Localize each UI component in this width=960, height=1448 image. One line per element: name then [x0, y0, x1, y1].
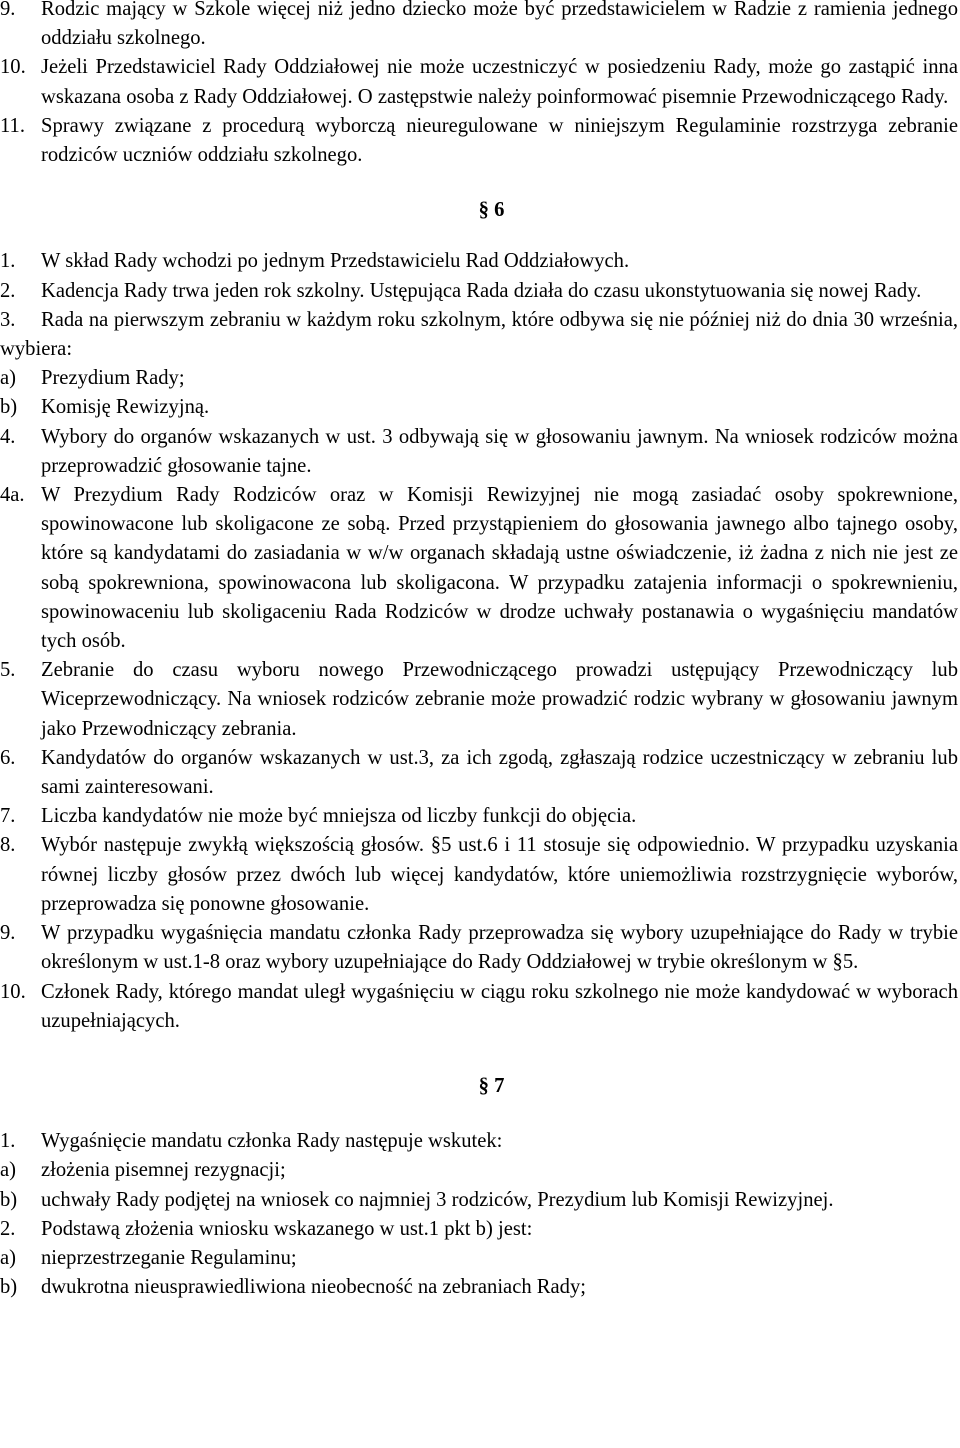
list-item: [0, 481, 958, 656]
list-item: [0, 919, 958, 977]
item-text: Sprawy związane z procedurą wyborczą nieuregulowane w niniejszym Regulaminie rozstrzyga zebranie rodziców uczniów oddziału szkolnego.: [41, 114, 958, 167]
item-text: Kadencja Rady trwa jeden rok szkolny. Ustępująca Rada działa do czasu ukonstytuowania się nowej Rady.: [41, 279, 922, 302]
item-text: Rodzic mający w Szkole więcej niż jedno dziecko może być przedstawicielem w Radzie z ramienia jednego oddziału szkolnego.: [41, 0, 958, 50]
item-text: Podstawą złożenia wniosku wskazanego w ust.1 pkt b) jest:: [41, 1217, 533, 1240]
item-number: 4a.: [0, 484, 25, 507]
item-text: Członek Rady, którego mandat uległ wygaśnięciu w ciągu roku szkolnego nie może kandydować w wyborach uzupełniających.: [41, 980, 958, 1032]
list-item: [0, 1215, 958, 1244]
item-text: uchwały Rady podjętej na wniosek co najmniej 3 rodziców, Prezydium lub Komisji Rewizyjnej.: [41, 1188, 834, 1211]
item-text: Kandydatów do organów wskazanych w ust.3, za ich zgodą, zgłaszają rodzice uczestniczący w zebraniu lub sami zainteresowani.: [41, 746, 958, 799]
item-number: 2.: [0, 1217, 16, 1240]
list-item: [0, 1244, 958, 1273]
item-number: 11.: [0, 114, 25, 137]
item-text: Wybory do organów wskazanych w ust. 3 odbywają się w głosowaniu jawnym. Na wniosek rodziców można przeprowadzić głosowanie tajne.: [41, 425, 958, 477]
list-item: [0, 423, 958, 481]
list-item: [0, 656, 958, 744]
item-letter: b): [0, 396, 18, 419]
section-heading: § 7: [478, 1074, 505, 1097]
item-number: 1.: [0, 250, 16, 273]
list-item: [0, 1186, 958, 1215]
item-text: W skład Rady wchodzi po jednym Przedstawicielu Rad Oddziałowych.: [41, 250, 630, 273]
item-text: W przypadku wygaśnięcia mandatu członka Rady przeprowadza się wybory uzupełniające do Rady w trybie określonym w ust.1-8 oraz wybory uzupełniające do Rady Oddziałowej w trybie określonym w §5.: [41, 922, 958, 974]
item-text: nieprzestrzeganie Regulaminu;: [41, 1246, 297, 1269]
list-item: [0, 112, 958, 170]
item-number: 9.: [0, 0, 16, 20]
section-heading: § 6: [478, 199, 505, 222]
item-number: 4.: [0, 425, 16, 448]
item-text: Wybór następuje zwykłą większością głosów. §5 ust.6 i 11 stosuje się odpowiednio. W przypadku uzyskania równej liczby głosów przez dwóch lub więcej kandydatów, które uniemożliwia rozstrzygnięcie wyborów, przeprowadza się ponowne głosowanie.: [41, 834, 958, 915]
item-letter: a): [0, 1246, 16, 1269]
item-letter: a): [0, 367, 16, 390]
list-item: [0, 306, 958, 364]
item-text: Liczba kandydatów nie może być mniejsza od liczby funkcji do objęcia.: [41, 805, 637, 828]
item-text: Jeżeli Przedstawiciel Rady Oddziałowej nie może uczestniczyć w posiedzeniu Rady, może go zastąpić inna wskazana osoba z Rady Oddziałowej. O zastępstwie należy poinformować pisemnie Przewodniczącego Rady.: [41, 56, 958, 108]
list-item: [0, 247, 958, 276]
item-number: 10.: [0, 56, 26, 79]
item-text: Rada na pierwszym zebraniu w każdym roku szkolnym, które odbywa się nie później niż do dnia 30 września, wybiera:: [0, 308, 958, 361]
item-letter: b): [0, 1188, 18, 1211]
list-item: [0, 393, 958, 422]
list-item: [0, 53, 958, 111]
section-6: [0, 196, 958, 1036]
list-item: [0, 364, 958, 393]
item-number: 6.: [0, 746, 16, 769]
item-text: złożenia pisemnej rezygnacji;: [41, 1159, 286, 1182]
list-item: [0, 744, 958, 802]
item-number: 1.: [0, 1130, 16, 1153]
section-7: [0, 1072, 958, 1302]
item-text: Zebranie do czasu wyboru nowego Przewodniczącego prowadzi ustępujący Przewodniczący lub Wiceprzewodniczący. Na wniosek rodziców zebranie może prowadzić rodzic wybrany w głosowaniu jawnym jako Przewodniczący zebrania.: [41, 659, 958, 740]
item-text: dwukrotna nieusprawiedliwiona nieobecność na zebraniach Rady;: [41, 1276, 586, 1299]
section-continuation: [0, 0, 958, 170]
list-item: [0, 1273, 958, 1302]
item-number: 10.: [0, 980, 26, 1003]
item-letter: a): [0, 1159, 16, 1182]
list-item: [0, 0, 958, 53]
list-item: [0, 1156, 958, 1185]
list-item: [0, 831, 958, 919]
item-number: 3.: [0, 308, 16, 331]
item-number: 5.: [0, 659, 16, 682]
item-number: 2.: [0, 279, 16, 302]
item-letter: b): [0, 1276, 18, 1299]
item-number: 9.: [0, 922, 16, 945]
list-item: [0, 277, 958, 306]
item-text: W Prezydium Rady Rodziców oraz w Komisji Rewizyjnej nie mogą zasiadać osoby spokrewnione, spowinowacone lub skoligacone ze sobą. Przed przystąpieniem do głosowania jawnego albo tajnego osoby, które są kandydatami do zasiadania w w/w organach składają ustne oświadczenie, iż żadna z nich nie jest ze sobą spokrewniona, spowinowacona lub skoligacona. W przypadku zatajenia informacji o spokrewnieniu, spowinowaceniu lub skoligaceniu Rada Rodziców w drodze uchwały postanawia o wygaśnięciu mandatów tych osób.: [41, 484, 958, 653]
list-item: [0, 978, 958, 1036]
list-item: [0, 1127, 958, 1156]
item-text: Prezydium Rady;: [41, 367, 185, 390]
item-number: 8.: [0, 834, 16, 857]
list-item: [0, 802, 958, 831]
item-number: 7.: [0, 805, 16, 828]
item-text: Wygaśnięcie mandatu członka Rady następuje wskutek:: [41, 1130, 503, 1153]
item-text: Komisję Rewizyjną.: [41, 396, 210, 419]
